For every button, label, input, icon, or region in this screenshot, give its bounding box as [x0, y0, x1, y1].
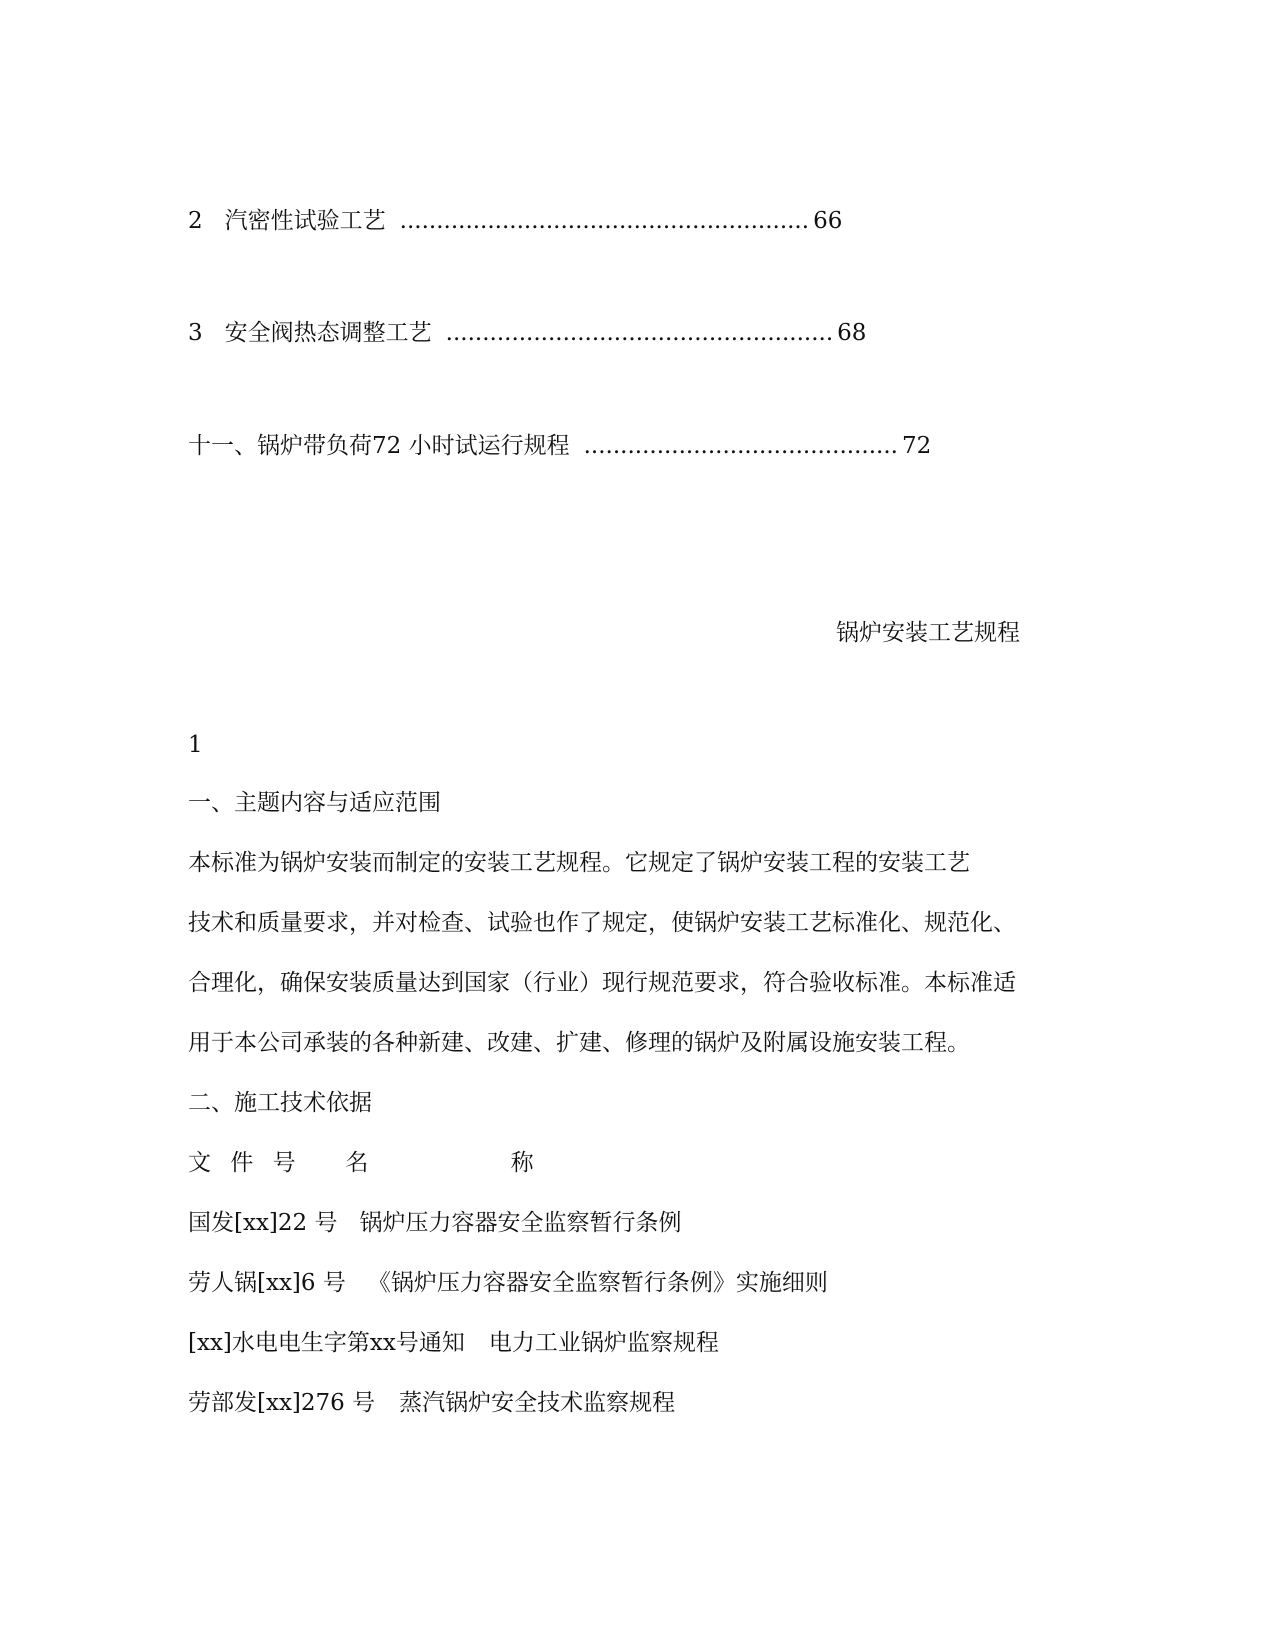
basis-doc-no: [xx]水电电生字第xx号通知	[188, 1330, 465, 1356]
toc-leader-dots: .....................................................	[445, 320, 834, 346]
basis-doc-no: 劳人锅[xx]6 号	[188, 1270, 346, 1296]
toc-number: 3	[188, 320, 203, 346]
basis-table-header	[188, 1148, 534, 1178]
toc-entry-3[interactable]	[188, 318, 866, 348]
toc-title: 汽密性试验工艺	[224, 208, 386, 234]
toc-title: 十一、锅炉带负荷72 小时试运行规程	[188, 433, 570, 459]
toc-page: 66	[813, 208, 843, 234]
toc-entry-2[interactable]	[188, 206, 842, 236]
paragraph-line: 用于本公司承装的各种新建、改建、扩建、修理的锅炉及附属设施安装工程。	[188, 1030, 970, 1056]
toc-leader-dots: ...........................................	[583, 433, 898, 459]
basis-row	[188, 1388, 675, 1418]
page-number: 1	[188, 732, 203, 758]
basis-row	[188, 1328, 719, 1358]
section-heading-basis: 二、施工技术依据	[188, 1090, 372, 1116]
basis-doc-name: 《锅炉压力容器安全监察暂行条例》实施细则	[367, 1270, 828, 1296]
toc-title: 安全阀热态调整工艺	[224, 320, 432, 346]
header-name-part1: 名	[345, 1150, 369, 1176]
basis-doc-no: 劳部发[xx]276 号	[188, 1390, 376, 1416]
paragraph-line: 合理化，确保安装质量达到国家（行业）现行规范要求，符合验收标准。本标准适	[188, 970, 1016, 996]
toc-number: 2	[188, 208, 203, 234]
toc-leader-dots: ........................................................	[399, 208, 810, 234]
basis-doc-name: 蒸汽锅炉安全技术监察规程	[399, 1390, 676, 1416]
basis-row	[188, 1208, 681, 1238]
toc-page: 68	[837, 320, 867, 346]
paragraph-line: 本标准为锅炉安装而制定的安装工艺规程。它规定了锅炉安装工程的安装工艺	[188, 850, 970, 876]
basis-doc-no: 国发[xx]22 号	[188, 1210, 338, 1236]
toc-entry-11[interactable]	[188, 431, 931, 461]
section-heading-scope: 一、主题内容与适应范围	[188, 790, 441, 816]
basis-row	[188, 1268, 828, 1298]
header-name-part2: 称	[510, 1150, 534, 1176]
header-doc-no: 文 件 号	[188, 1150, 302, 1176]
toc-page: 72	[901, 433, 932, 459]
running-title: 锅炉安装工艺规程	[836, 620, 1020, 646]
basis-doc-name: 电力工业锅炉监察规程	[488, 1330, 719, 1356]
paragraph-line: 技术和质量要求，并对检查、试验也作了规定，使锅炉安装工艺标准化、规范化、	[188, 910, 1016, 936]
basis-doc-name: 锅炉压力容器安全监察暂行条例	[359, 1210, 682, 1236]
